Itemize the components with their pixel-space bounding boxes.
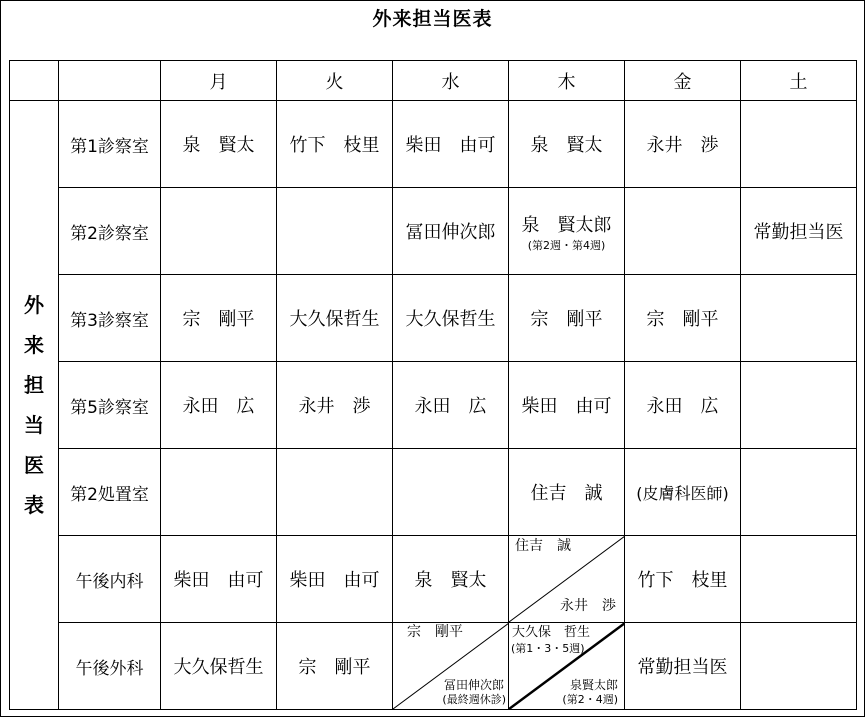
room-label: 第1診察室 <box>59 101 161 188</box>
table-row <box>10 188 857 275</box>
doctor-cell <box>161 449 277 536</box>
schedule-note: (第2週・第4週) <box>527 238 606 252</box>
split-lower-name: 冨田伸次郎 <box>443 678 504 692</box>
doctor-cell: 永田 広 <box>161 362 277 449</box>
split-lower-name: 永井 渉 <box>560 598 616 614</box>
side-label-char: 来 <box>24 333 44 357</box>
doctor-cell: 柴田 由可 <box>509 362 625 449</box>
doctor-cell: 泉 賢太 <box>393 536 509 623</box>
split-cell <box>393 623 509 710</box>
split-upper-name: 宗 剛平 <box>407 624 463 640</box>
split-upper-name: 住吉 誠 <box>515 538 571 554</box>
day-header: 月 <box>161 61 277 101</box>
split-upper-name: 大久保 哲生 <box>512 625 591 640</box>
doctor-cell: 柴田 由可 <box>161 536 277 623</box>
doctor-cell: 宗 剛平 <box>161 275 277 362</box>
room-label: 第2診察室 <box>59 188 161 275</box>
doctor-cell <box>741 362 857 449</box>
doctor-cell: 大久保哲生 <box>393 275 509 362</box>
split-lower-note: (第2・4週) <box>562 693 618 706</box>
room-label: 第5診察室 <box>59 362 161 449</box>
doctor-cell: 竹下 枝里 <box>277 101 393 188</box>
doctor-cell: 宗 剛平 <box>277 623 393 710</box>
doctor-cell: 柴田 由可 <box>393 101 509 188</box>
split-upper-note: (第1・3・5週) <box>511 642 585 655</box>
table-row <box>10 101 857 188</box>
header-row <box>10 61 857 101</box>
room-label: 第3診察室 <box>59 275 161 362</box>
side-label-char: 当 <box>24 413 44 437</box>
doctor-cell: 永井 渉 <box>277 362 393 449</box>
table-row <box>10 362 857 449</box>
doctor-cell: 住吉 誠 <box>509 449 625 536</box>
day-header: 火 <box>277 61 393 101</box>
doctor-cell <box>741 623 857 710</box>
split-cell <box>509 623 625 710</box>
side-label-char: 表 <box>24 493 44 517</box>
side-label-char: 外 <box>24 293 44 317</box>
day-header: 水 <box>393 61 509 101</box>
day-header: 土 <box>741 61 857 101</box>
doctor-cell: 常勤担当医 <box>741 188 857 275</box>
doctor-cell <box>393 449 509 536</box>
doctor-cell <box>625 188 741 275</box>
side-label-char: 医 <box>24 453 44 477</box>
doctor-cell <box>509 188 625 275</box>
doctor-cell <box>161 188 277 275</box>
doctor-cell: 泉 賢太 <box>509 101 625 188</box>
doctor-cell <box>741 101 857 188</box>
day-header: 木 <box>509 61 625 101</box>
doctor-cell <box>741 536 857 623</box>
doctor-cell <box>277 188 393 275</box>
doctor-cell: 宗 剛平 <box>509 275 625 362</box>
doctor-cell: 永田 広 <box>393 362 509 449</box>
side-label-char: 担 <box>24 373 44 397</box>
side-label <box>10 101 59 710</box>
table-row <box>10 623 857 710</box>
doctor-cell: 柴田 由可 <box>277 536 393 623</box>
doctor-cell <box>741 449 857 536</box>
doctor-cell: 宗 剛平 <box>625 275 741 362</box>
room-label: 午後外科 <box>59 623 161 710</box>
split-cell <box>509 536 625 623</box>
split-lower-name: 泉賢太郎 <box>569 678 618 692</box>
doctor-cell: 竹下 枝里 <box>625 536 741 623</box>
table-row <box>10 536 857 623</box>
corner-cell <box>10 61 59 101</box>
doctor-name: 泉 賢太郎 <box>521 214 612 236</box>
doctor-cell <box>741 275 857 362</box>
doctor-cell: 冨田伸次郎 <box>393 188 509 275</box>
split-lower-note: (最終週休診) <box>442 693 506 706</box>
doctor-cell: 泉 賢太 <box>161 101 277 188</box>
table-row <box>10 449 857 536</box>
doctor-cell: 大久保哲生 <box>277 275 393 362</box>
doctor-cell: 常勤担当医 <box>625 623 741 710</box>
corner-cell <box>59 61 161 101</box>
room-label: 第2処置室 <box>59 449 161 536</box>
doctor-cell: (皮膚科医師) <box>625 449 741 536</box>
table-row <box>10 275 857 362</box>
doctor-cell: 永田 広 <box>625 362 741 449</box>
day-header: 金 <box>625 61 741 101</box>
doctor-cell <box>277 449 393 536</box>
doctor-cell: 大久保哲生 <box>161 623 277 710</box>
page-title: 外来担当医表 <box>372 8 493 30</box>
doctor-cell: 永井 渉 <box>625 101 741 188</box>
schedule-table <box>9 60 857 710</box>
room-label: 午後内科 <box>59 536 161 623</box>
